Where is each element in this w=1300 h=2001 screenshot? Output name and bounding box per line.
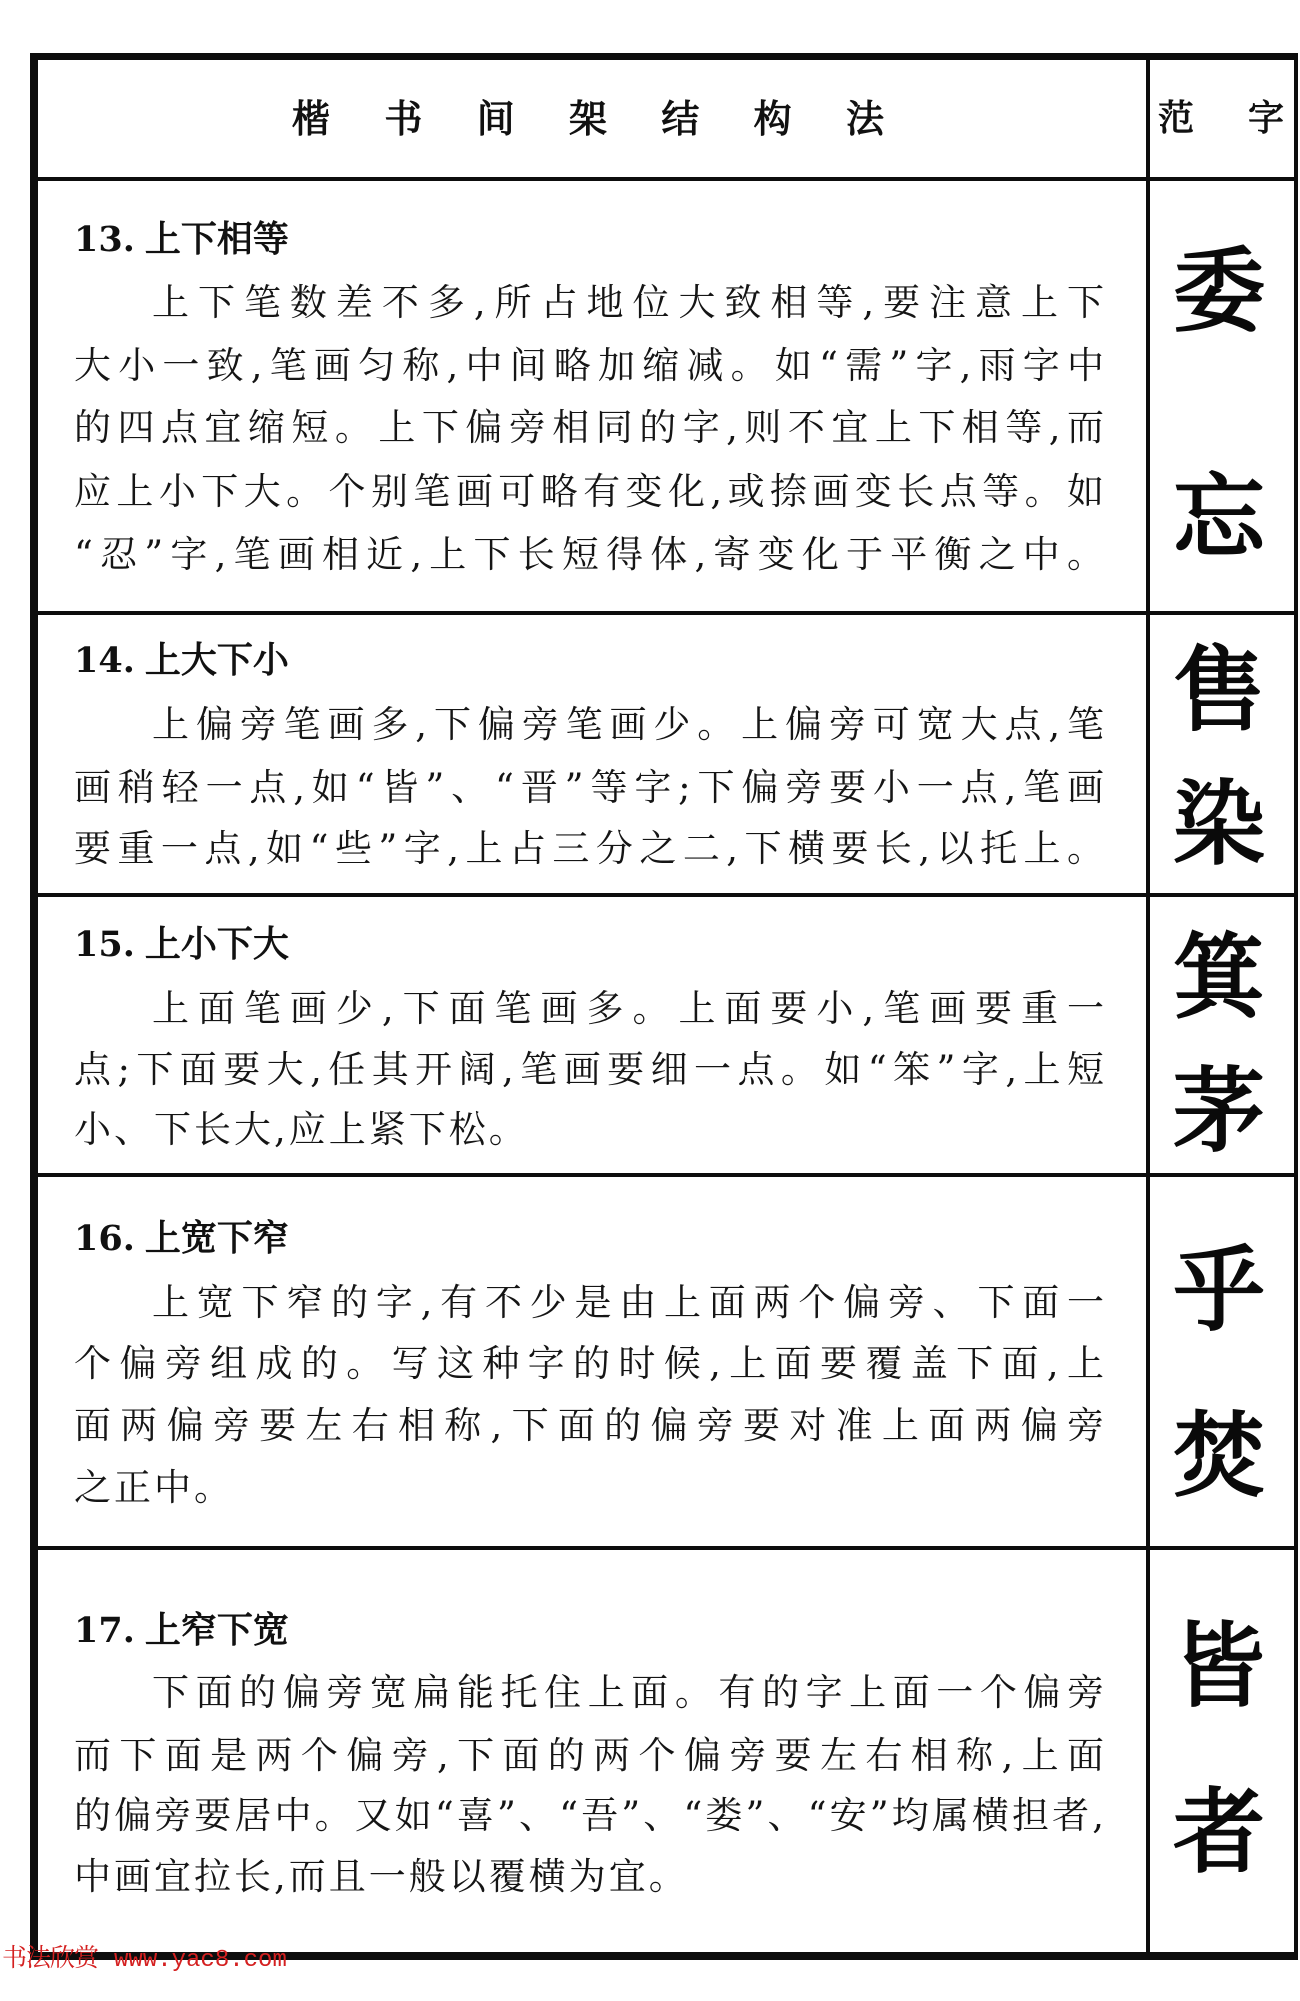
section-number: 14. — [74, 640, 135, 681]
body-line: 中画宜拉长,而且一般以覆横为宜。 — [74, 1855, 689, 1898]
section-heading-15 — [74, 920, 289, 970]
sample-character: 忘 — [1172, 463, 1265, 571]
watermark-url: www.yac8.com — [114, 1947, 287, 1974]
section-heading-14 — [74, 636, 289, 686]
header-title-char: 法 — [845, 97, 884, 141]
table-left-border — [30, 53, 38, 1960]
body-line: 上宽下窄的字,有不少是由上面两个偏旁、下面一 — [152, 1281, 1104, 1324]
table-right-border — [1294, 53, 1298, 1960]
row-divider-15-16 — [34, 1173, 1296, 1177]
row-divider-13-14 — [34, 611, 1296, 615]
body-line: 小、下长大,应上紧下松。 — [74, 1108, 529, 1151]
row-divider-16-17 — [34, 1546, 1296, 1550]
body-line: 画稍轻一点,如“皆”、“晋”等字;下偏旁要小一点,笔画 — [74, 766, 1104, 809]
section-heading-17 — [74, 1606, 289, 1656]
sample-character: 染 — [1172, 770, 1265, 878]
body-line: 上下笔数差不多,所占地位大致相等,要注意上下 — [152, 281, 1104, 324]
section-number: 16. — [74, 1218, 135, 1259]
sample-character: 茅 — [1172, 1057, 1265, 1165]
sample-header-char: 范 — [1158, 98, 1195, 139]
section-title: 上下相等 — [144, 219, 289, 260]
body-line: 上面笔画少,下面笔画多。上面要小,笔画要重一 — [152, 987, 1104, 1030]
section-title: 上窄下宽 — [144, 1610, 289, 1651]
section-heading-16 — [74, 1214, 289, 1264]
sample-column-header — [1158, 96, 1284, 142]
header-title-char: 结 — [661, 97, 700, 141]
section-number: 13. — [74, 219, 135, 260]
section-number: 15. — [74, 924, 135, 965]
header-title-char: 楷 — [292, 97, 331, 141]
section-heading-13 — [74, 215, 289, 265]
body-line: 下面的偏旁宽扁能托住上面。有的字上面一个偏旁 — [152, 1671, 1104, 1714]
section-title: 上小下大 — [144, 924, 289, 965]
body-line: 的四点宜缩短。上下偏旁相同的字,则不宜上下相等,而 — [74, 406, 1104, 449]
body-line: 要重一点,如“些”字,上占三分之二,下横要长,以托上。 — [74, 827, 1104, 870]
header-title-char: 书 — [384, 97, 423, 141]
watermark — [2, 1944, 287, 1974]
header-title-char: 架 — [568, 97, 607, 141]
section-number: 17. — [74, 1610, 135, 1651]
header-divider — [34, 177, 1296, 181]
section-title: 上宽下窄 — [144, 1218, 289, 1259]
body-line: “忍”字,笔画相近,上下长短得体,寄变化于平衡之中。 — [74, 533, 1104, 576]
body-line: 上偏旁笔画多,下偏旁笔画少。上偏旁可宽大点,笔 — [152, 703, 1104, 746]
body-line: 大小一致,笔画匀称,中间略加缩减。如“需”字,雨字中 — [74, 344, 1104, 387]
body-line: 之正中。 — [74, 1466, 234, 1509]
section-title: 上大下小 — [144, 640, 289, 681]
header-title-char: 构 — [753, 97, 792, 141]
sample-character: 皆 — [1172, 1612, 1265, 1720]
sample-character: 售 — [1172, 636, 1265, 744]
body-line: 而下面是两个偏旁,下面的两个偏旁要左右相称,上面 — [74, 1734, 1104, 1777]
body-line: 面两偏旁要左右相称,下面的偏旁要对准上面两偏旁 — [74, 1404, 1104, 1447]
body-line: 的偏旁要居中。又如“喜”、“吾”、“娄”、“安”均属横担者, — [74, 1794, 1104, 1837]
column-divider — [1146, 55, 1150, 1958]
sample-character: 焚 — [1172, 1402, 1265, 1510]
body-line: 个偏旁组成的。写这种字的时候,上面要覆盖下面,上 — [74, 1342, 1104, 1385]
sample-character: 乎 — [1172, 1236, 1265, 1344]
sample-character: 委 — [1172, 237, 1265, 345]
header-title-char: 间 — [476, 97, 515, 141]
sample-header-char: 字 — [1247, 98, 1284, 139]
body-line: 应上小下大。个别笔画可略有变化,或捺画变长点等。如 — [74, 470, 1104, 513]
sample-character: 箕 — [1172, 923, 1265, 1031]
table-top-border — [30, 53, 1298, 60]
table-header-title — [292, 96, 884, 142]
sample-character: 者 — [1172, 1778, 1265, 1886]
row-divider-14-15 — [34, 893, 1296, 897]
body-line: 点;下面要大,任其开阔,笔画要细一点。如“笨”字,上短 — [74, 1048, 1104, 1091]
watermark-site-name: 书法欣赏 — [2, 1945, 99, 1972]
